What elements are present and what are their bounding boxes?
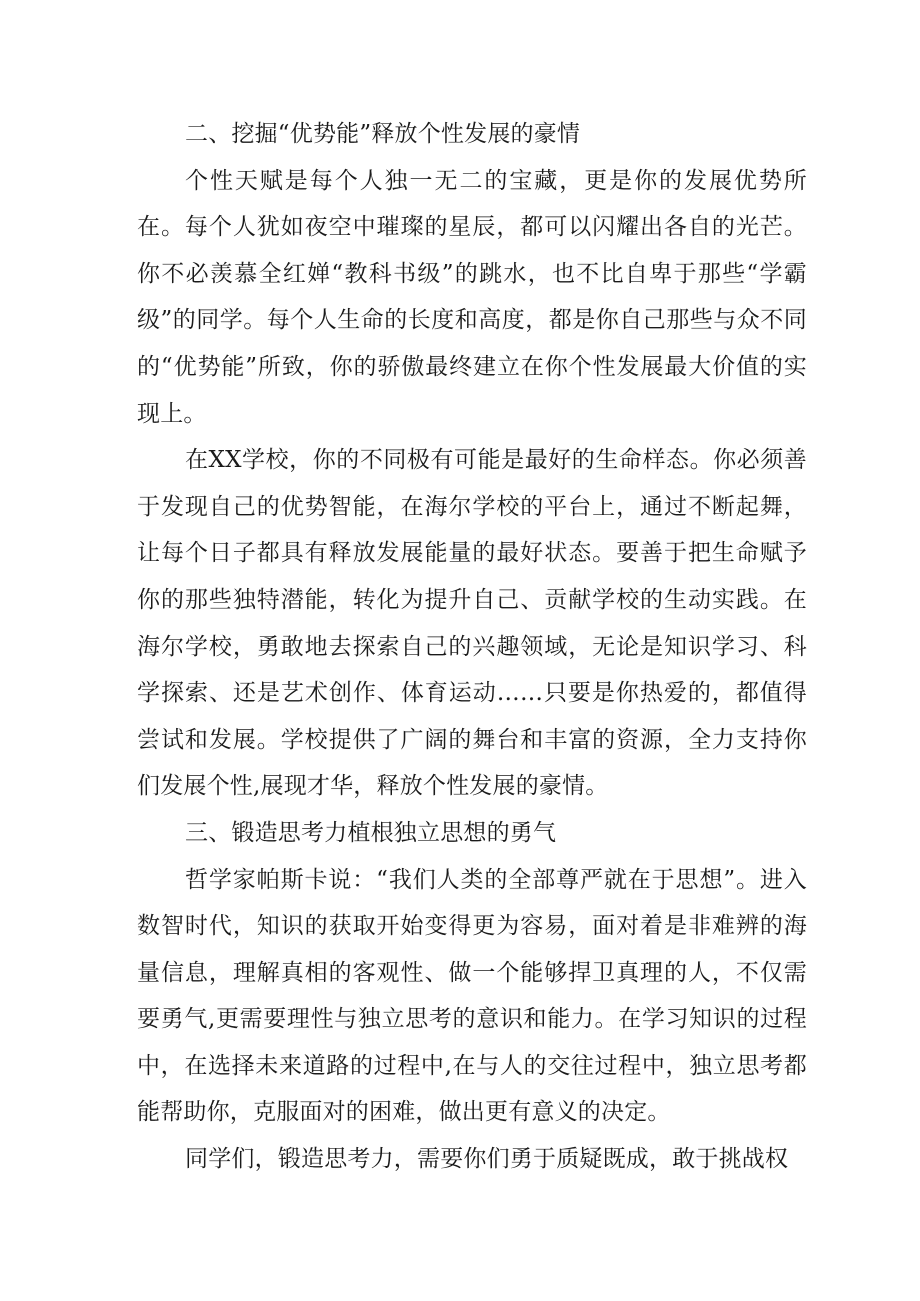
document-body	[137, 111, 807, 1183]
paragraph: 在XX学校，你的不同极有可能是最好的生命样态。你必须善于发现自己的优势智能，在海尔学校的平台上，通过不断起舞，让每个日子都具有释放发展能量的最好状态。要善于把生命赋予你的那些独特潜能，转化为提升自己、贡献学校的生动实践。在海尔学校，勇敢地去探索自己的兴趣领域，无论是知识学习、科学探索、还是艺术创作、体育运动……只要是你热爱的，都值得尝试和发展。学校提供了广阔的舞台和丰富的资源，全力支持你们发展个性,展现才华，释放个性发展的豪情。	[137, 447, 807, 800]
section-heading-2: 二、挖掘“优势能”释放个性发展的豪情	[185, 121, 581, 147]
section-heading-3: 三、锻造思考力植根独立思想的勇气	[185, 819, 557, 846]
paragraph: 个性天赋是每个人独一无二的宝藏，更是你的发展优势所在。每个人犹如夜空中璀璨的星辰，都可以闪耀出各自的光芒。你不必羡慕全红婵“教科书级”的跳水，也不比自卑于那些“学霸级”的同学。每个人生命的长度和高度，都是你自己那些与众不同的“优势能”所致，你的骄傲最终建立在你个性发展最大价值的实现上。	[137, 167, 807, 427]
paragraph: 哲学家帕斯卡说：“我们人类的全部尊严就在于思想”。进入数智时代，知识的获取开始变得更为容易，面对着是非难辨的海量信息，理解真相的客观性、做一个能够捍卫真理的人，不仅需要勇气,更需要理性与独立思考的意识和能力。在学习知识的过程中，在选择未来道路的过程中,在与人的交往过程中，独立思考都能帮助你，克服面对的困难，做出更有意义的决定。	[137, 866, 807, 1126]
paragraph: 同学们，锻造思考力，需要你们勇于质疑既成，敢于挑战权	[185, 1146, 789, 1173]
